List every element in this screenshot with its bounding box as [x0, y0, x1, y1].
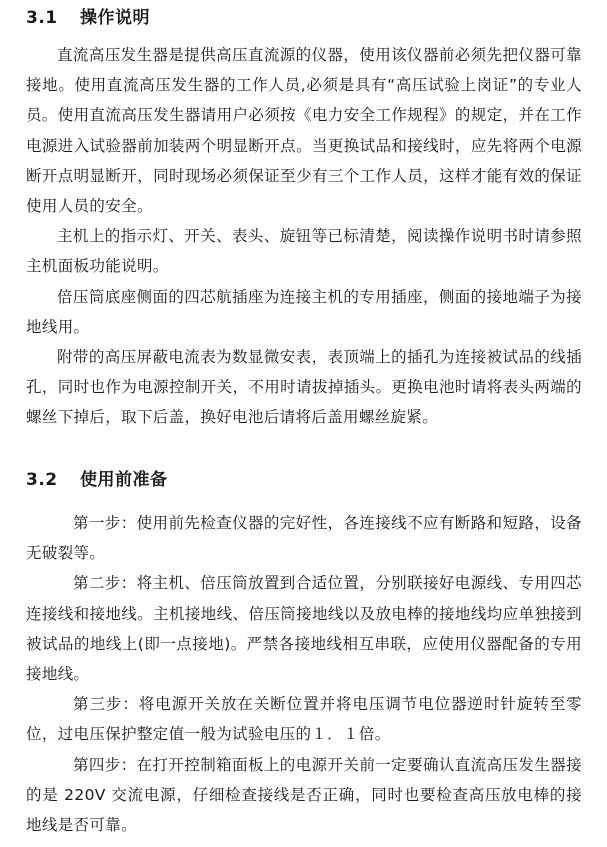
- section-number: 3.2: [26, 470, 58, 490]
- step-paragraph: 第三步：将电源开关放在关断位置并将电压调节电位器逆时针旋转至零位，过电压保护整定值一般为试验电压的１．１倍。: [26, 695, 582, 744]
- paragraph: 主机上的指示灯、开关、表头、旋钮等已标清楚，阅读操作说明书时请参照主机面板功能说明。: [26, 227, 582, 276]
- step-paragraph: 第二步：将主机、倍压筒放置到合适位置，分别联接好电源线、专用四芯连接线和接地线。主机接地线、倍压筒接地线以及放电棒的接地线均应单独接到被试品的地线上(即一点接地)。严禁各接地线相互串联，应使用仪器配备的专用接地线。: [26, 574, 582, 684]
- section-body-3-2: [26, 508, 582, 840]
- step-paragraph: 第四步：在打开控制箱面板上的电源开关前一定要确认直流高压发生器接的是 220V 交流电源，仔细检查接线是否正确，同时也要检查高压放电棒的接地线是否可靠。: [26, 755, 582, 835]
- paragraph: 附带的高压屏蔽电流表为数显微安表，表顶端上的插孔为连接被试品的线插孔，同时也作为电源控制开关，不用时请拔掉插头。更换电池时请将表头两端的螺丝下掉后，取下后盖，换好电池后请将后盖用螺丝旋紧。: [26, 348, 582, 427]
- section-heading-3-1: [26, 6, 150, 30]
- paragraph: 倍压筒底座侧面的四芯航插座为连接主机的专用插座，侧面的接地端子为接地线用。: [26, 287, 582, 336]
- section-heading-3-2: [26, 468, 168, 492]
- paragraph: 直流高压发生器是提供高压直流源的仪器，使用该仪器前必须先把仪器可靠接地。使用直流高压发生器的工作人员,必须是具有“高压试验上岗证”的专业人员。使用直流高压发生器请用户必须按《电力安全工作规程》的规定，并在工作电源进入试验器前加装两个明显断开点。当更换试品和接线时，应先将两个电源断开点明显断开，同时现场必须保证至少有三个工作人员，这样才能有效的保证使用人员的安全。: [26, 46, 582, 216]
- section-number: 3.1: [26, 8, 58, 28]
- section-body-3-1: [26, 40, 582, 433]
- section-title: 操作说明: [80, 8, 150, 28]
- step-paragraph: 第一步：使用前先检查仪器的完好性，各连接线不应有断路和短路，设备无破裂等。: [26, 514, 582, 563]
- section-title: 使用前准备: [80, 470, 168, 490]
